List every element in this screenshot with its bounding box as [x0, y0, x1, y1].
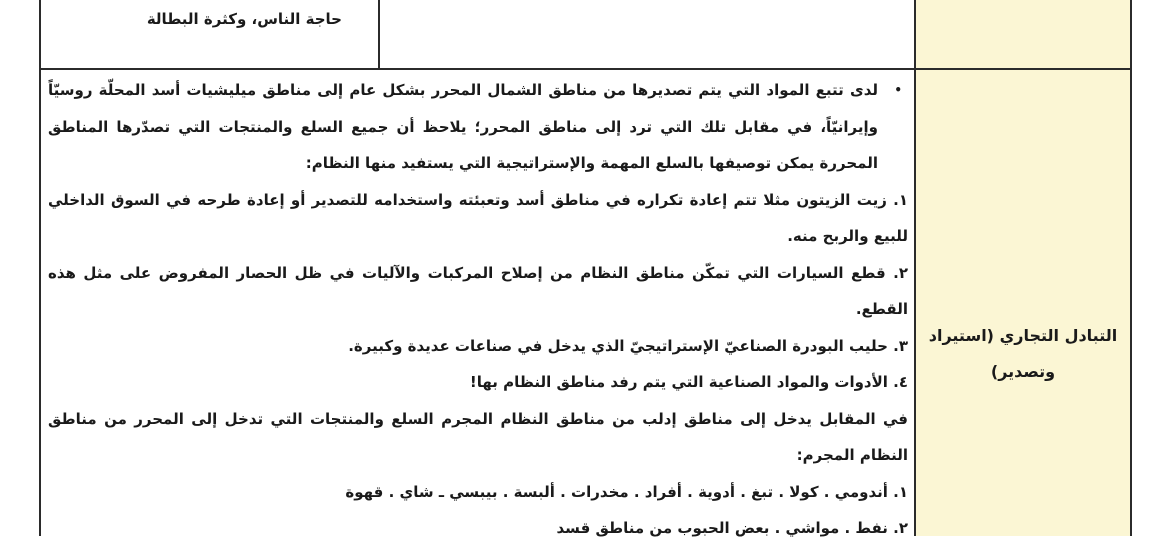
table-border-left	[39, 0, 41, 536]
content-cell	[48, 72, 908, 547]
top-row-text: حاجة الناس، وكثرة البطالة	[146, 10, 342, 28]
label-cell	[916, 70, 1130, 536]
table-border-right	[1130, 0, 1132, 536]
row-label: التبادل التجاري (استيراد وتصدير)	[928, 326, 1118, 381]
export-item-4: ٤. الأدوات والمواد الصناعية التي يتم رفد مناطق النظام بها!	[469, 373, 908, 391]
import-item-2: ٢. نفط . مواشي . بعض الحبوب من مناطق قسد	[556, 519, 908, 537]
import-item-1: ١. أندومي . كولا . تبغ . أدوية . أفراد . مخدرات . ألبسة . بيبسي ـ شاي . قهوة	[345, 482, 908, 501]
export-item-1: ١. زيت الزيتون مثلا تتم إعادة تكراره في مناطق أسد وتعبئته واستخدامه للتصدير أو إعادة طرحه في السوق الداخلي للبيع والربح منه.	[48, 190, 908, 245]
bullet-icon: •	[894, 83, 902, 97]
table-border-middle	[914, 0, 916, 536]
export-item-3: ٣. حليب البودرة الصناعيّ الإستراتيجيّ الذي يدخل في صناعات عديدة وكبيرة.	[348, 336, 908, 355]
table-row-divider	[39, 68, 1132, 70]
export-item-2: ٢. قطع السيارات التي تمكّن مناطق النظام من إصلاح المركبات والآليات في ظل الحصار المفروض على مثل هذه القطع.	[48, 263, 908, 318]
table-border-inner-top	[378, 0, 380, 69]
intro-paragraph	[48, 72, 908, 182]
imports-intro: في المقابل يدخل إلى مناطق إدلب من مناطق النظام المجرم السلع والمنتجات التي تدخل إلى المحرر من مناطق النظام المجرم:	[48, 409, 908, 464]
intro-text: لدى تتبع المواد التي يتم تصديرها من مناطق الشمال المحرر بشكل عام إلى مناطق ميليشيات أسد المحلّة روسيّاً وإيرانيّاً، في مقابل تلك التي ترد إلى مناطق المحرر؛ يلاحظ أن جميع السلع والمنتجات التي تصدّرها المناطق المحررة يمكن توصيفها بالسلع المهمة والإستراتيجية التي يستفيد منها النظام:	[48, 81, 878, 172]
label-cell-top	[916, 0, 1130, 69]
